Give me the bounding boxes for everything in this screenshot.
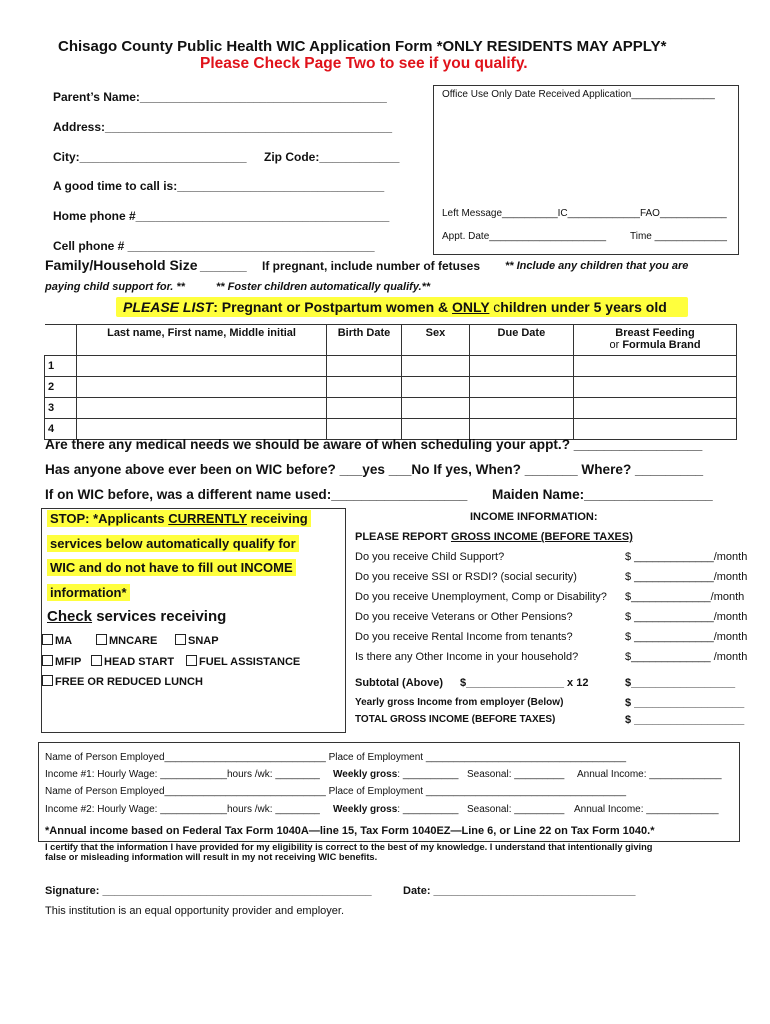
home-phone-field[interactable]: Home phone #______________________________________: [53, 209, 390, 223]
income-q-ssi: Do you receive SSI or RSDI? (social security): [355, 571, 577, 583]
yearly-income-amount[interactable]: $ __________________: [625, 697, 745, 709]
household-members-table: [44, 324, 737, 440]
income-amt-other[interactable]: $_____________ /month: [625, 651, 748, 663]
income-amt-unemployment[interactable]: $_____________/month: [625, 591, 745, 603]
address-field[interactable]: Address:___________________________________________: [53, 120, 392, 134]
table-row[interactable]: 2: [45, 377, 737, 398]
income-q-rental: Do you receive Rental Income from tenants?: [355, 631, 573, 643]
checkbox-mfip[interactable]: [42, 655, 53, 666]
parent-name-field[interactable]: Parent’s Name:_____________________________________: [53, 90, 387, 104]
service-snap[interactable]: SNAP: [175, 634, 219, 647]
checkbox-free-lunch[interactable]: [42, 675, 53, 686]
please-list-lead: PLEASE LIST: [123, 299, 214, 315]
income-title: INCOME INFORMATION:: [470, 511, 598, 523]
subtotal-label: Subtotal (Above): [355, 677, 443, 689]
table-row[interactable]: 4: [45, 419, 737, 440]
form-title: Chisago County Public Health WIC Application Form *ONLY RESIDENTS MAY APPLY*: [58, 38, 667, 55]
household-size-field[interactable]: _______: [200, 259, 247, 273]
service-mncare[interactable]: MNCARE: [96, 634, 157, 647]
date-field[interactable]: Date: _________________________________: [403, 885, 636, 897]
col-sex: Sex: [402, 325, 470, 356]
stop-line-2: services below automatically qualify for: [47, 535, 299, 552]
please-list-banner: PLEASE LIST: Pregnant or Postpartum women & ONLY children under 5 years old: [116, 297, 688, 317]
checkbox-snap[interactable]: [175, 634, 186, 645]
total-income-amount[interactable]: $ __________________: [625, 714, 745, 726]
foster-note: ** Foster children automatically qualify.**: [216, 281, 431, 293]
pregnant-note: If pregnant, include number of fetuses: [262, 259, 481, 273]
equal-opportunity-statement: This institution is an equal opportunity provider and employer.: [45, 905, 345, 917]
service-ma[interactable]: MA: [42, 634, 72, 647]
medical-needs-question[interactable]: Are there any medical needs we should be aware of when scheduling your appt.? _________________: [45, 437, 703, 452]
certify-line-1: I certify that the information I have provided for my eligibility is correct to the best of my knowledge. I understand that intentionally giving: [45, 842, 653, 852]
office-time[interactable]: Time _____________: [630, 231, 727, 242]
income-2-seasonal-field[interactable]: Seasonal: _________: [467, 804, 565, 815]
form-subtitle: Please Check Page Two to see if you qualify.: [200, 55, 528, 72]
income-2-weekly-field[interactable]: Weekly gross: __________: [333, 804, 459, 815]
signature-field[interactable]: Signature: ____________________________________________: [45, 885, 372, 897]
table-row[interactable]: 1: [45, 356, 737, 377]
stop-line-1: STOP: *Applicants CURRENTLY receiving: [47, 510, 311, 527]
certify-line-2: false or misleading information will result in my not receiving WIC benefits.: [45, 852, 378, 862]
stop-line-3: WIC and do not have to fill out INCOME: [47, 559, 296, 576]
city-field[interactable]: City:_________________________: [53, 150, 247, 164]
office-date-received[interactable]: Office Use Only Date Received Application_______________: [442, 89, 715, 100]
income-amt-rental[interactable]: $ _____________/month: [625, 631, 748, 643]
call-time-field[interactable]: A good time to call is:_______________________________: [53, 179, 385, 193]
income-report-note: PLEASE REPORT GROSS INCOME (BEFORE TAXES): [355, 531, 633, 543]
office-use-box: [433, 85, 739, 255]
employment-2-field[interactable]: Name of Person Employed_____________________________ Place of Employment ____________________________________: [45, 786, 627, 797]
office-left-message[interactable]: Left Message__________IC_____________FAO____________: [442, 208, 727, 219]
subtotal-amount[interactable]: $_________________: [625, 677, 736, 689]
col-feeding: Breast Feeding or Formula Brand: [574, 325, 737, 356]
service-fuel-assistance[interactable]: FUEL ASSISTANCE: [186, 655, 300, 668]
income-1-weekly-field[interactable]: Weekly gross: __________: [333, 769, 459, 780]
child-support-note: paying child support for. **: [45, 281, 185, 293]
income-amt-pensions[interactable]: $ _____________/month: [625, 611, 748, 623]
subtotal-field[interactable]: $________________ x 12: [460, 677, 589, 689]
income-2-annual-field[interactable]: Annual Income: _____________: [574, 804, 719, 815]
household-size-label: Family/Household Size: [45, 257, 198, 273]
table-row[interactable]: 3: [45, 398, 737, 419]
income-q-child-support: Do you receive Child Support?: [355, 551, 505, 563]
income-1-wage-field[interactable]: Income #1: Hourly Wage: ____________hours /wk: ________: [45, 769, 320, 780]
stop-line-4: information*: [47, 584, 130, 601]
service-mfip[interactable]: MFIP: [42, 655, 81, 668]
checkbox-fuel-assistance[interactable]: [186, 655, 197, 666]
check-services-heading: Check services receiving: [47, 608, 227, 625]
zip-field[interactable]: Zip Code:____________: [264, 150, 400, 164]
different-name-question[interactable]: If on WIC before, was a different name used:__________________: [45, 487, 468, 502]
yearly-income-label: Yearly gross Income from employer (Below): [355, 697, 564, 708]
income-q-pensions: Do you receive Veterans or Other Pensions?: [355, 611, 573, 623]
income-1-seasonal-field[interactable]: Seasonal: _________: [467, 769, 565, 780]
col-due-date: Due Date: [469, 325, 573, 356]
col-name: Last name, First name, Middle initial: [77, 325, 326, 356]
wic-before-question[interactable]: Has anyone above ever been on WIC before? ___yes ___No If yes, When? _______ Where? _________: [45, 462, 704, 477]
income-q-other: Is there any Other Income in your household?: [355, 651, 579, 663]
cell-phone-field[interactable]: Cell phone # _____________________________________: [53, 239, 375, 253]
office-appt-date[interactable]: Appt. Date_____________________: [442, 231, 607, 242]
maiden-name-field[interactable]: Maiden Name:_________________: [492, 487, 713, 502]
total-income-label: TOTAL GROSS INCOME (BEFORE TAXES): [355, 714, 556, 725]
income-amt-child-support[interactable]: $ _____________/month: [625, 551, 748, 563]
service-free-lunch[interactable]: FREE OR REDUCED LUNCH: [42, 675, 203, 688]
col-birth-date: Birth Date: [326, 325, 401, 356]
service-head-start[interactable]: HEAD START: [91, 655, 174, 668]
checkbox-ma[interactable]: [42, 634, 53, 645]
income-2-wage-field[interactable]: Income #2: Hourly Wage: ____________hours /wk: ________: [45, 804, 320, 815]
include-children-note: ** Include any children that you are: [505, 260, 689, 272]
income-1-annual-field[interactable]: Annual Income: _____________: [577, 769, 722, 780]
income-amt-ssi[interactable]: $ _____________/month: [625, 571, 748, 583]
income-q-unemployment: Do you receive Unemployment, Comp or Disability?: [355, 591, 607, 603]
employment-1-field[interactable]: Name of Person Employed_____________________________ Place of Employment ____________________________________: [45, 752, 627, 763]
checkbox-head-start[interactable]: [91, 655, 102, 666]
checkbox-mncare[interactable]: [96, 634, 107, 645]
table-header-row: [45, 325, 737, 356]
annual-income-note: *Annual income based on Federal Tax Form 1040A—line 15, Tax Form 1040EZ—Line 6, or Line 22 on Tax Form 1040.*: [45, 825, 655, 837]
